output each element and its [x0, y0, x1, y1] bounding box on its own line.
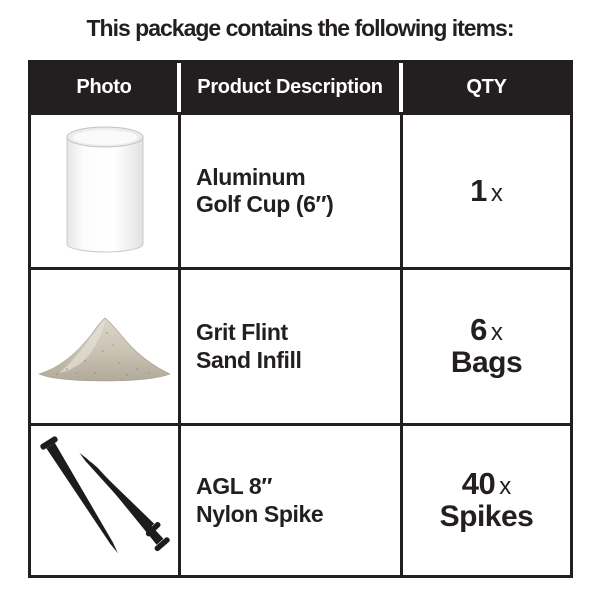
table-row-2-photo-cell: [31, 267, 181, 423]
table-row-2-description-cell: [181, 267, 403, 423]
table-row-2-qty-cell: [403, 267, 570, 423]
nylon-spikes-image: [37, 433, 173, 569]
product-name: AGL 8″ Nylon Spike: [196, 473, 324, 527]
table-row-1-description-cell: [181, 112, 403, 267]
header-photo: Photo: [31, 63, 181, 112]
table-row-1-qty-cell: [403, 112, 570, 267]
table-row-3-qty-cell: [403, 423, 570, 575]
table-row-3-description-cell: [181, 423, 403, 575]
header-product-description: Product Description: [181, 63, 403, 112]
table-row-3-photo-cell: [31, 423, 181, 575]
page-title: This package contains the following items:: [86, 15, 514, 41]
product-name: Grit Flint Sand Infill: [196, 319, 302, 373]
sand-pile-image: [37, 311, 173, 383]
qty-unit: Bags: [450, 345, 523, 379]
qty-value: 40 x: [461, 465, 512, 501]
header-qty: QTY: [403, 63, 570, 112]
golf-cup-image: [66, 125, 144, 257]
qty-value: 6 x: [470, 311, 503, 347]
qty-value: 1 x: [470, 173, 503, 209]
product-name: Aluminum Golf Cup (6″): [196, 163, 334, 217]
qty-unit: Spikes: [439, 499, 534, 533]
package-contents-table: [28, 60, 573, 578]
table-row-1-photo-cell: [31, 112, 181, 267]
